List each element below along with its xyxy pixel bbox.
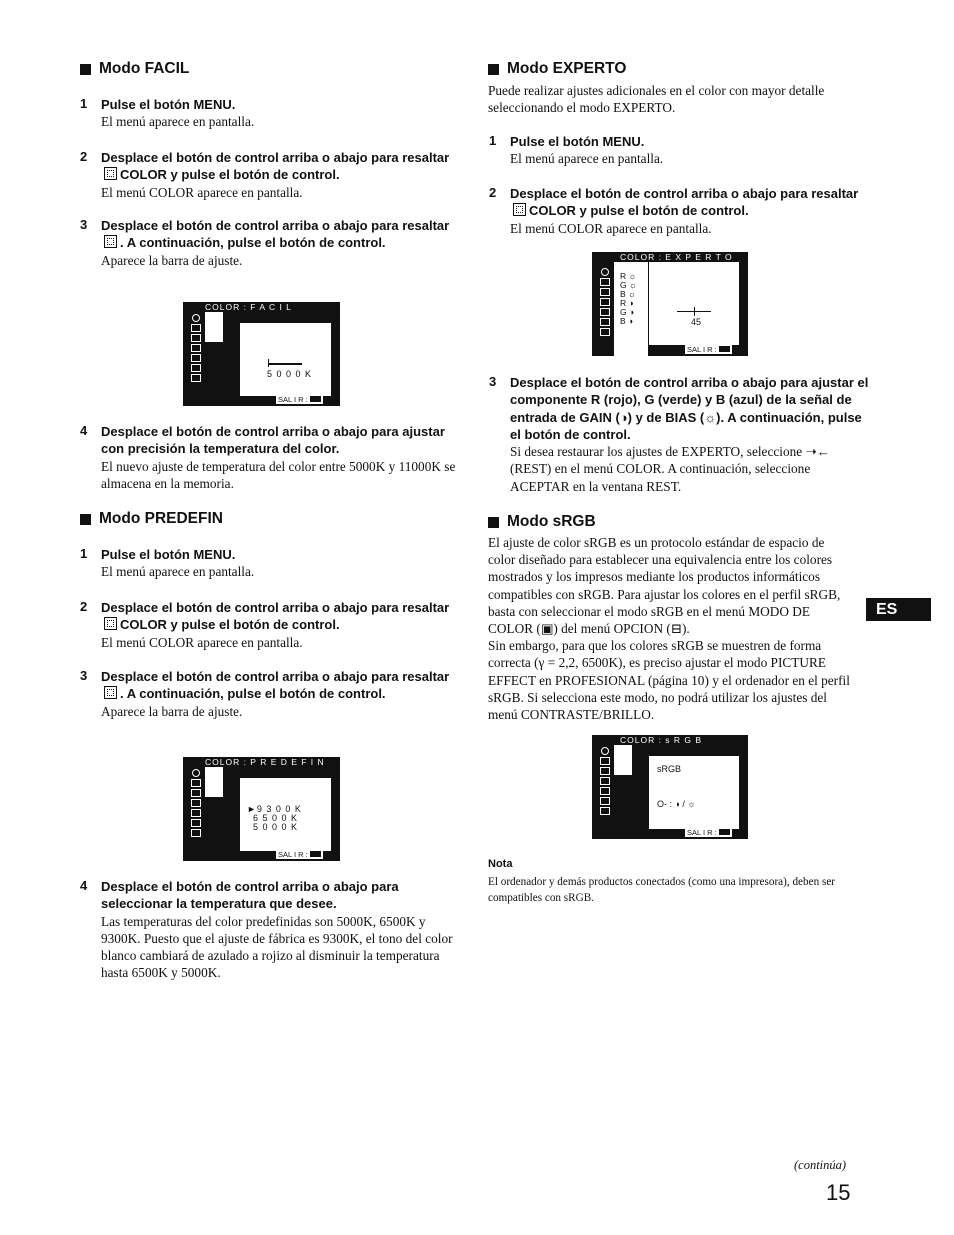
color-menu-icon <box>104 617 117 630</box>
convergence-icon <box>600 308 610 316</box>
option-icon <box>191 374 201 382</box>
osd-color-facil <box>183 302 340 406</box>
convergence-icon <box>191 809 201 817</box>
osd-color-srgb <box>592 735 748 839</box>
heading-modo-facil: Modo FACIL <box>80 60 189 78</box>
bullet-square-icon <box>488 64 499 75</box>
nota-heading: Nota <box>488 858 513 870</box>
osd-title: COLOR : E X P E R T O <box>620 252 733 262</box>
predefin-step-1: 1 Pulse el botón MENU. El menú aparece en pantalla. <box>80 546 255 580</box>
osd-preview <box>648 755 740 830</box>
osd-submenu <box>205 767 223 797</box>
predefin-step-3: 3 Desplace el botón de control arriba o abajo para resaltar . A continuación, pulse el botón de control. Aparece la barra de ajuste. <box>80 668 450 719</box>
srgb-label: sRGB <box>657 764 682 774</box>
color-menu-icon <box>104 167 117 180</box>
salir-label: SAL I R : <box>276 850 323 859</box>
bullet-square-icon <box>488 517 499 528</box>
osd-icon-column <box>183 767 205 861</box>
size-icon <box>191 799 201 807</box>
osd-submenu <box>614 745 632 775</box>
bullet-square-icon <box>80 514 91 525</box>
osd-preview <box>648 262 740 346</box>
color-icon <box>191 364 201 372</box>
rgb-row-list <box>620 272 637 326</box>
lock-icon-row: O‑ : ◑ / ☼ <box>657 799 696 809</box>
rgb-row-0: R ☼ <box>620 271 637 281</box>
osd-title: COLOR : F A C I L <box>205 302 292 312</box>
osd-submenu <box>205 312 223 342</box>
osd-icon-column <box>183 312 205 406</box>
experto-intro: Puede realizar ajustes adicionales en el color con mayor detalle seleccionando el modo EXPERTO. <box>488 83 825 116</box>
option-6500k: 6 5 0 0 K <box>253 813 299 823</box>
color-menu-icon <box>104 686 117 699</box>
picture-icon <box>191 779 201 787</box>
picture-icon <box>191 324 201 332</box>
predefin-step-4: 4 Desplace el botón de control arriba o abajo para seleccionar la temperatura que desee. Las temperaturas del color predefinidas son 5000K, 6500K y 9300K. Puesto que el ajuste de fábrica es 9300K, el tono del color blanco cambiará de azulado a rojizo al disminuir la temperatura hasta 6500K y 5000K. <box>80 878 453 981</box>
brightness-icon <box>601 268 609 276</box>
page-number: 15 <box>826 1180 851 1205</box>
osd-preview <box>239 777 332 852</box>
rgb-row-3: R ◑ <box>620 298 634 308</box>
option-9300k: ►9 3 0 0 K <box>247 804 302 814</box>
salir-label: SAL I R : <box>685 828 732 837</box>
size-icon <box>600 777 610 785</box>
osd-color-experto <box>592 252 748 356</box>
geometry-icon <box>191 789 201 797</box>
heading-modo-srgb: Modo sRGB <box>488 513 596 531</box>
heading-modo-experto: Modo EXPERTO <box>488 60 626 78</box>
language-tab-es: ES <box>866 598 931 621</box>
color-menu-icon <box>513 203 526 216</box>
osd-title: COLOR : P R E D E F I N <box>205 757 325 767</box>
picture-icon <box>600 757 610 765</box>
salir-label: SAL I R : <box>276 395 323 404</box>
experto-step-3: 3 Desplace el botón de control arriba o abajo para ajustar el componente R (rojo), G (verde) y B (azul) de la señal de entrada de GAIN (◑) y de BIAS (☼). A continuación, pulse el botón de control. Si desea restaurar los ajustes de EXPERTO, seleccione ➝← (REST) en el menú COLOR. A continuación, seleccione ACEPTAR en la ventana REST. <box>489 374 869 494</box>
srgb-body: El ajuste de color sRGB es un protocolo estándar de espacio de color diseñado para establecer una equivalencia entre los colores mostrados y los impresos mediante los productos informáticos compatibles con sRGB. Para ajustar los colores en el perfil sRGB, basta con seleccionar el modo sRGB en el menú MODO DE COLOR (▣) del menú OPCION (⊟). Sin embargo, para que los colores sRGB se muestren de forma correcta (γ = 2,2, 6500K), es preciso ajustar el modo PICTURE EFFECT en PROFESIONAL (página 10) y el ordenador en el perfil sRGB. Si selecciona este modo, no podrá utilizar los ajustes del menú CONTRASTE/BRILLO. <box>488 535 850 723</box>
convergence-icon <box>191 354 201 362</box>
bullet-square-icon <box>80 64 91 75</box>
facil-step-3: 3 Desplace el botón de control arriba o abajo para resaltar . A continuación, pulse el botón de control. Aparece la barra de ajuste. <box>80 217 450 268</box>
osd-title: COLOR : s R G B <box>620 735 703 745</box>
option-5000k: 5 0 0 0 K <box>253 822 299 832</box>
size-icon <box>600 298 610 306</box>
convergence-icon <box>600 787 610 795</box>
menu-badge-icon <box>719 829 730 835</box>
continued-note: (continúa) <box>794 1158 847 1172</box>
experto-step-2: 2 Desplace el botón de control arriba o abajo para resaltar COLOR y pulse el botón de control. El menú COLOR aparece en pantalla. <box>489 185 859 236</box>
facil-step-4: 4 Desplace el botón de control arriba o abajo para ajustar con precisión la temperatura del color. El nuevo ajuste de temperatura del color entre 5000K y 11000K se almacena en la memoria. <box>80 423 456 491</box>
brightness-icon <box>192 769 200 777</box>
menu-badge-icon <box>719 346 730 352</box>
option-icon <box>600 328 610 336</box>
osd-icon-column <box>592 745 614 839</box>
nota-text: El ordenador y demás productos conectados (como una impresora), deben ser compatibles con sRGB. <box>488 876 836 904</box>
menu-badge-icon <box>310 851 321 857</box>
osd-icon-column <box>592 262 614 356</box>
rgb-row-1: G ☼ <box>620 280 637 290</box>
osd-preview <box>239 322 332 397</box>
brightness-icon <box>192 314 200 322</box>
color-icon <box>600 797 610 805</box>
brightness-icon <box>601 747 609 755</box>
geometry-icon <box>191 334 201 342</box>
salir-label: SAL I R : <box>685 345 732 354</box>
osd-submenu <box>614 262 648 356</box>
color-menu-icon <box>104 235 117 248</box>
rgb-row-5: B ◑ <box>620 316 634 326</box>
rgb-row-4: G ◑ <box>620 307 635 317</box>
adjust-bar <box>268 363 302 365</box>
picture-icon <box>600 278 610 286</box>
experto-step-1: 1 Pulse el botón MENU. El menú aparece en pantalla. <box>489 133 664 167</box>
geometry-icon <box>600 288 610 296</box>
predefin-step-2: 2 Desplace el botón de control arriba o abajo para resaltar COLOR y pulse el botón de control. El menú COLOR aparece en pantalla. <box>80 599 450 650</box>
option-icon <box>600 807 610 815</box>
color-icon <box>600 318 610 326</box>
gain-value: 45 <box>691 317 702 327</box>
color-icon <box>191 819 201 827</box>
facil-step-2: 2 Desplace el botón de control arriba o abajo para resaltar COLOR y pulse el botón de control. El menú COLOR aparece en pantalla. <box>80 149 450 200</box>
heading-modo-predefin: Modo PREDEFIN <box>80 510 223 528</box>
size-icon <box>191 344 201 352</box>
facil-step-1: 1 Pulse el botón MENU. El menú aparece en pantalla. <box>80 96 255 130</box>
osd-color-predefin <box>183 757 340 861</box>
menu-badge-icon <box>310 396 321 402</box>
rgb-row-2: B ☼ <box>620 289 636 299</box>
option-icon <box>191 829 201 837</box>
geometry-icon <box>600 767 610 775</box>
temperature-value: 5 0 0 0 K <box>267 369 313 379</box>
